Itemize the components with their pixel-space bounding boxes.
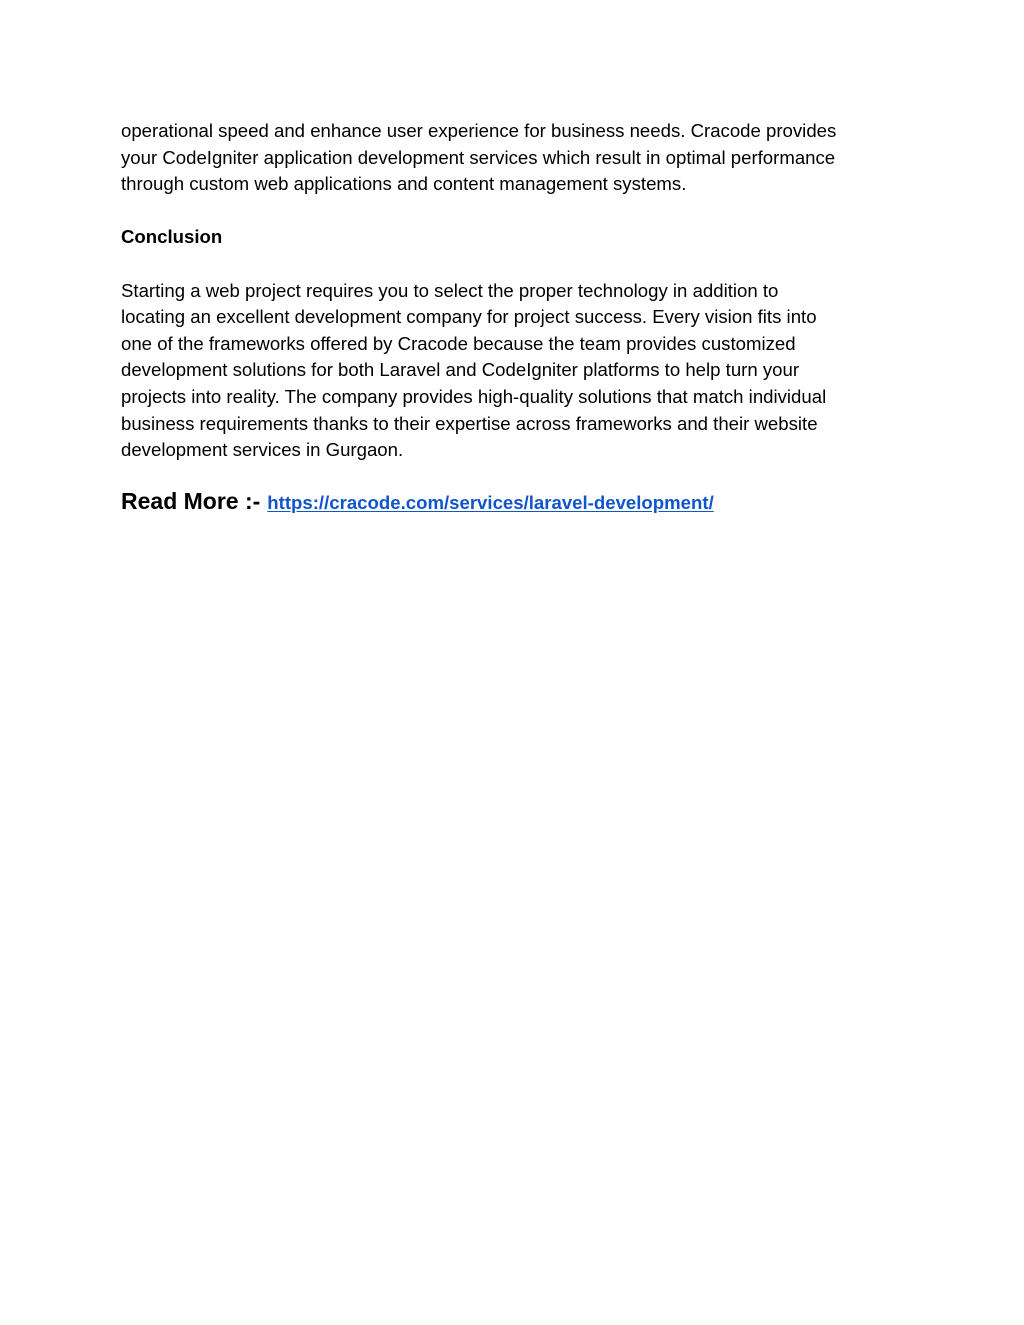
paragraph-line: Starting a web project requires you to select the proper technology in addition to: [121, 279, 779, 301]
read-more-line: [121, 488, 911, 517]
read-more-label: Read More :-: [121, 487, 261, 514]
intro-paragraph: [121, 118, 911, 198]
conclusion-heading: Conclusion: [121, 226, 223, 248]
paragraph-line: one of the frameworks offered by Cracode because the team provides customized: [121, 332, 796, 354]
read-more-link[interactable]: https://cracode.com/services/laravel-development/: [267, 491, 714, 513]
paragraph-line: locating an excellent development company for project success. Every vision fits into: [121, 306, 817, 328]
document-body: [121, 118, 911, 516]
paragraph-line: through custom web applications and content management systems.: [121, 173, 687, 195]
paragraph-line: your CodeIgniter application development services which result in optimal performance: [121, 146, 836, 168]
paragraph-line: operational speed and enhance user experience for business needs. Cracode provides: [121, 120, 837, 141]
conclusion-paragraph: [121, 278, 911, 464]
paragraph-line: projects into reality. The company provides high-quality solutions that match individual: [121, 385, 827, 407]
paragraph-line: development solutions for both Laravel and CodeIgniter platforms to help turn your: [121, 359, 800, 381]
paragraph-line: business requirements thanks to their expertise across frameworks and their website: [121, 412, 818, 434]
paragraph-line: development services in Gurgaon.: [121, 439, 404, 461]
